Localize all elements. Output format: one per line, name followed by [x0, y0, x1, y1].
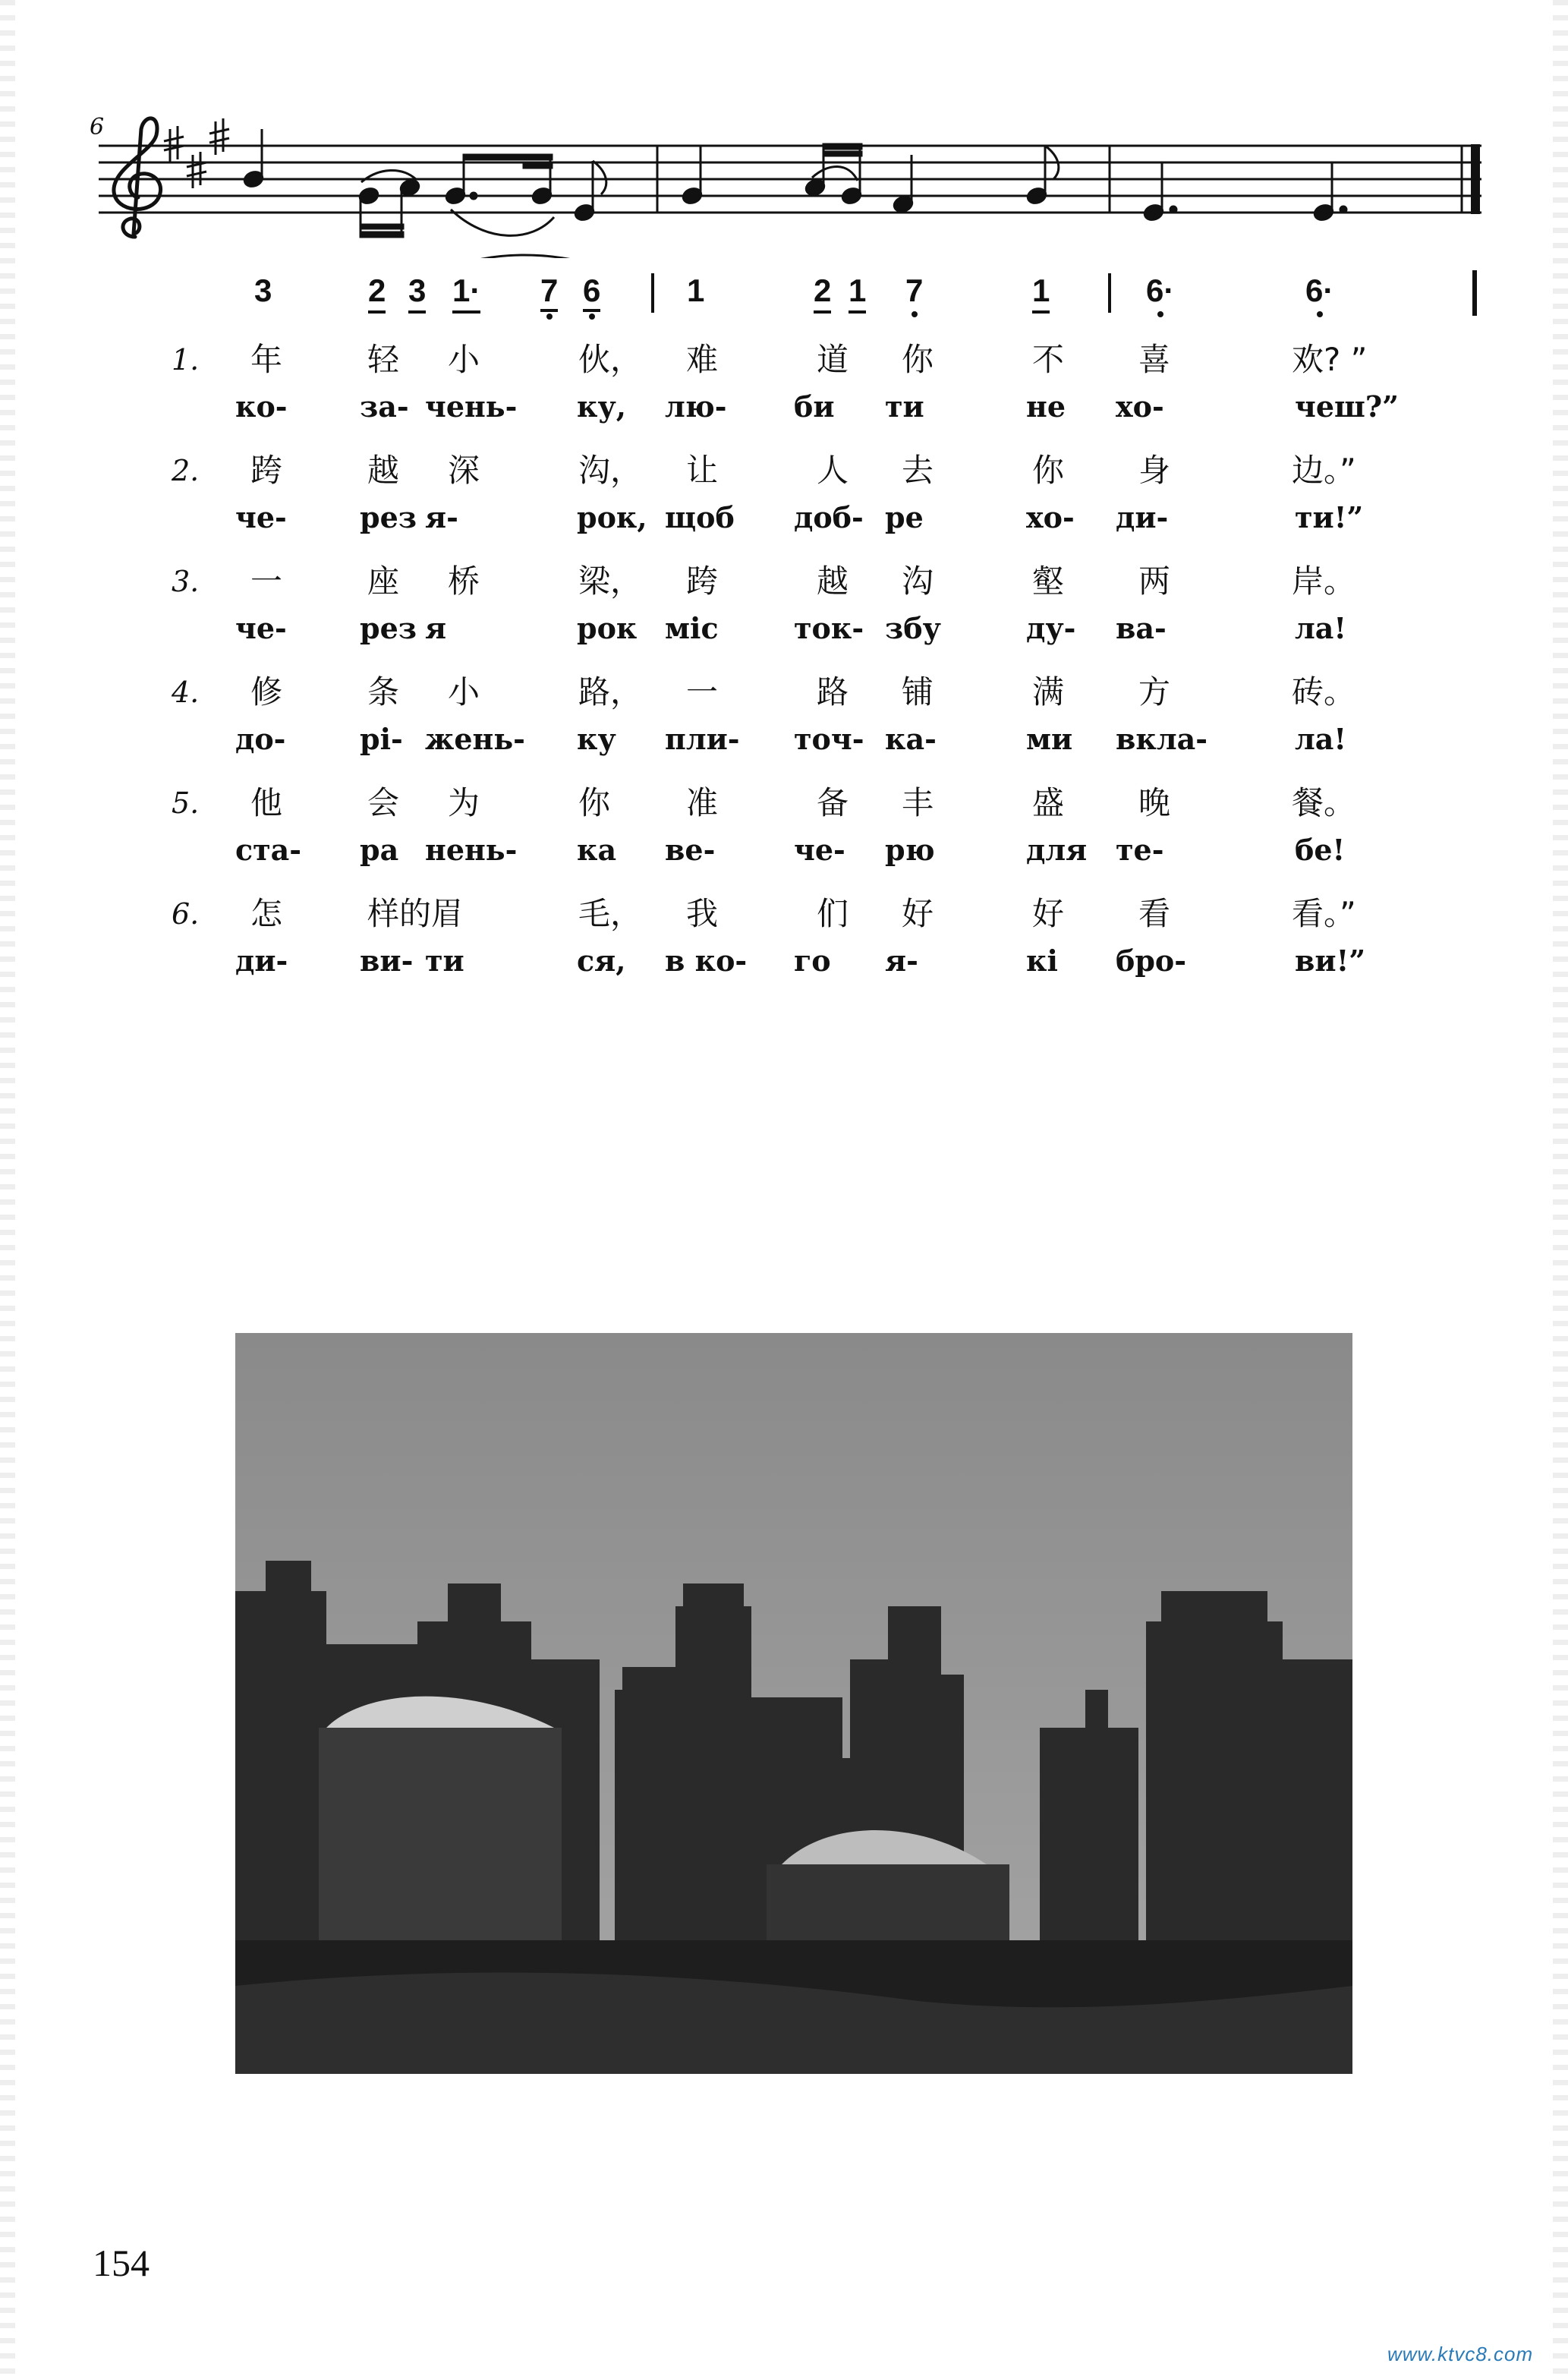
lyric-syllable: жень‑: [425, 722, 525, 756]
lyric-syllable: ре: [885, 500, 924, 534]
jianpu-note: 1·: [452, 275, 480, 307]
lyric-syllable: 人: [817, 452, 849, 489]
lyric-syllable: 年: [250, 341, 283, 378]
lyric-line-ukrainian: [0, 606, 1568, 651]
lyric-syllable: ла!: [1295, 611, 1347, 645]
lyric-syllable: міс: [665, 611, 719, 645]
lyric-syllable: че‑: [794, 833, 845, 867]
lyric-syllable: 岸。: [1292, 562, 1356, 600]
lyric-syllable: ди‑: [1116, 500, 1169, 534]
lyric-syllable: 深: [448, 452, 480, 489]
lyric-syllable: ви!”: [1295, 944, 1366, 978]
lyric-syllable: 跨: [250, 452, 283, 489]
lyric-line-chinese: [0, 670, 1568, 715]
lyric-syllable: ла!: [1295, 722, 1347, 756]
lyric-syllable: 一: [686, 673, 719, 711]
lyric-syllable: я: [425, 611, 447, 645]
lyric-syllable: ста‑: [235, 833, 302, 867]
verse-number: 2.: [172, 454, 200, 487]
lyric-syllable: 他: [250, 784, 283, 821]
photo-city-skyline: [235, 1333, 1352, 2074]
lyric-syllable: 伙，: [578, 341, 643, 378]
lyric-line-ukrainian: [0, 827, 1568, 873]
lyric-syllable: 备: [817, 784, 849, 821]
jianpu-note: 1: [1032, 275, 1050, 307]
lyric-syllable: 你: [902, 341, 934, 378]
lyric-syllable: ка: [577, 833, 617, 867]
lyric-syllable: 满: [1032, 673, 1065, 711]
watermark: www.ktvc8.com: [1387, 2343, 1534, 2365]
lyric-syllable: 会: [367, 784, 400, 821]
lyric-syllable: 壑: [1032, 562, 1065, 600]
lyric-syllable: ти!”: [1295, 500, 1364, 534]
lyric-syllable: 方: [1138, 673, 1171, 711]
lyric-syllable: 条: [367, 673, 400, 711]
lyric-syllable: 铺: [902, 673, 934, 711]
jianpu-final-barline: [1472, 270, 1477, 316]
lyric-syllable: хо‑: [1026, 500, 1075, 534]
lyric-syllable: го: [794, 944, 831, 978]
jianpu-note: 2: [368, 275, 386, 307]
lyric-syllable: 餐。: [1292, 784, 1356, 821]
jianpu-note: 1: [849, 275, 866, 307]
lyric-syllable: точ‑: [794, 722, 864, 756]
lyric-syllable: 不: [1032, 341, 1065, 378]
lyric-syllable: рез: [360, 611, 417, 645]
lyric-syllable: 砖。: [1292, 673, 1356, 711]
jianpu-note: 6·: [1305, 273, 1334, 308]
lyric-syllable: ся,: [577, 944, 626, 978]
lyric-syllable: не: [1026, 389, 1066, 424]
lyric-syllable: 路，: [578, 673, 643, 711]
lyric-syllable: 去: [902, 452, 934, 489]
lyric-line-chinese: [0, 891, 1568, 937]
lyric-syllable: 难: [686, 341, 719, 378]
lyric-syllable: ку,: [577, 389, 626, 424]
lyric-syllable: 越: [817, 562, 849, 600]
verse-number: 5.: [172, 786, 200, 820]
lyric-syllable: рез: [360, 500, 417, 534]
lyric-syllable: 越: [367, 452, 400, 489]
lyric-syllable: 身: [1138, 452, 1171, 489]
lyric-syllable: ку: [577, 722, 616, 756]
lyric-syllable: ра: [360, 833, 399, 867]
lyric-syllable: 好: [902, 895, 934, 932]
lyric-syllable: хо‑: [1116, 389, 1164, 424]
jianpu-note: 2: [814, 275, 831, 307]
lyric-syllable: ми: [1026, 722, 1073, 756]
lyric-syllable: бе!: [1295, 833, 1346, 867]
lyric-syllable: 修: [250, 673, 283, 711]
lyric-syllable: 怎: [250, 895, 283, 932]
lyric-syllable: 欢? ”: [1292, 341, 1368, 378]
lyric-syllable: 晚: [1138, 784, 1171, 821]
jianpu-barline: [1108, 273, 1111, 313]
lyric-line-ukrainian: [0, 938, 1568, 984]
measure-number: 6: [90, 114, 105, 140]
lyric-syllable: би: [794, 389, 835, 424]
lyric-syllable: 两: [1138, 562, 1171, 600]
lyric-line-chinese: [0, 337, 1568, 383]
lyric-syllable: 盛: [1032, 784, 1065, 821]
lyric-syllable: рок: [577, 611, 638, 645]
lyric-syllable: че‑: [235, 500, 287, 534]
lyric-syllable: 一: [250, 562, 283, 600]
lyric-syllable: 们: [817, 895, 849, 932]
lyric-syllable: ди‑: [235, 944, 288, 978]
lyric-syllable: в ко‑: [665, 944, 748, 978]
lyric-syllable: 为: [448, 784, 480, 821]
sharp-icon: [164, 126, 184, 162]
lyric-syllable: 路: [817, 673, 849, 711]
treble-clef-icon: [114, 118, 161, 237]
lyric-syllable: до‑: [235, 722, 286, 756]
lyric-syllable: 沟: [902, 562, 934, 600]
lyric-syllable: лю‑: [665, 389, 727, 424]
verse-number: 4.: [172, 676, 200, 709]
jianpu-note: 3: [408, 275, 426, 307]
lyric-syllable: 你: [1032, 452, 1065, 489]
lyric-syllable: доб‑: [794, 500, 864, 534]
lyric-line-ukrainian: [0, 495, 1568, 540]
lyric-syllable: для: [1026, 833, 1088, 867]
lyric-syllable: кі: [1026, 944, 1058, 978]
lyric-line-chinese: [0, 559, 1568, 604]
lyric-syllable: 沟，: [578, 452, 643, 489]
lyric-syllable: 样的眉: [367, 895, 464, 932]
lyric-syllable: пли‑: [665, 722, 740, 756]
lyric-syllable: че‑: [235, 611, 287, 645]
lyric-syllable: 毛，: [578, 895, 643, 932]
lyric-line-ukrainian: [0, 717, 1568, 762]
lyric-syllable: 喜: [1138, 341, 1171, 378]
jianpu-note: 7: [540, 275, 558, 312]
lyric-syllable: 梁，: [578, 562, 643, 600]
jianpu-note: 6: [583, 275, 600, 312]
lyric-syllable: 看。”: [1292, 895, 1356, 932]
lyric-syllable: те‑: [1116, 833, 1164, 867]
lyric-syllable: 桥: [448, 562, 480, 600]
lyric-syllable: 座: [367, 562, 400, 600]
lyric-syllable: 我: [686, 895, 719, 932]
lyric-syllable: рок,: [577, 500, 647, 534]
lyric-syllable: 小: [448, 341, 480, 378]
lyric-syllable: 准: [686, 784, 719, 821]
lyric-syllable: 道: [817, 341, 849, 378]
lyric-syllable: я‑: [425, 500, 458, 534]
verse-number: 6.: [172, 897, 200, 931]
verse-number: 3.: [172, 565, 200, 598]
lyric-syllable: 丰: [902, 784, 934, 821]
music-staff: [0, 0, 1568, 258]
lyric-syllable: ва‑: [1116, 611, 1167, 645]
jianpu-barline: [651, 273, 654, 313]
lyric-syllable: я‑: [885, 944, 918, 978]
lyric-syllable: ви‑: [360, 944, 414, 978]
lyric-syllable: ти: [425, 944, 464, 978]
lyric-syllable: ко‑: [235, 389, 288, 424]
jianpu-note: 7: [905, 273, 924, 308]
lyric-syllable: ве‑: [665, 833, 716, 867]
lyric-syllable: 看: [1138, 895, 1171, 932]
lyric-syllable: 边。”: [1292, 452, 1356, 489]
lyric-syllable: 轻: [367, 341, 400, 378]
verse-number: 1.: [172, 343, 200, 377]
lyric-syllable: чень‑: [425, 389, 518, 424]
lyric-line-ukrainian: [0, 384, 1568, 430]
lyric-syllable: 小: [448, 673, 480, 711]
lyric-syllable: ду‑: [1026, 611, 1076, 645]
lyric-line-chinese: [0, 780, 1568, 826]
sharp-icon: [187, 152, 206, 188]
lyric-syllable: ти: [885, 389, 924, 424]
lyric-syllable: ток‑: [794, 611, 864, 645]
lyric-line-chinese: [0, 448, 1568, 493]
page-number: 154: [93, 2242, 150, 2284]
lyric-syllable: 跨: [686, 562, 719, 600]
lyric-syllable: 好: [1032, 895, 1065, 932]
lyric-syllable: за‑: [360, 389, 409, 424]
lyric-syllable: ка‑: [885, 722, 937, 756]
lyric-syllable: чеш?”: [1295, 389, 1399, 424]
lyric-syllable: рю: [885, 833, 935, 867]
jianpu-note: 1: [687, 273, 705, 308]
jianpu-note: 3: [254, 273, 272, 308]
lyric-syllable: бро‑: [1116, 944, 1187, 978]
lyric-syllable: збу: [885, 611, 941, 645]
sharp-icon: [209, 118, 229, 155]
lyric-syllable: щоб: [665, 500, 735, 534]
lyric-syllable: 让: [686, 452, 719, 489]
lyric-syllable: нень‑: [425, 833, 518, 867]
jianpu-note: 6·: [1146, 273, 1175, 308]
lyric-syllable: 你: [578, 784, 611, 821]
lyric-syllable: вкла‑: [1116, 722, 1208, 756]
final-barline: [1471, 144, 1480, 214]
lyric-syllable: рі‑: [360, 722, 403, 756]
